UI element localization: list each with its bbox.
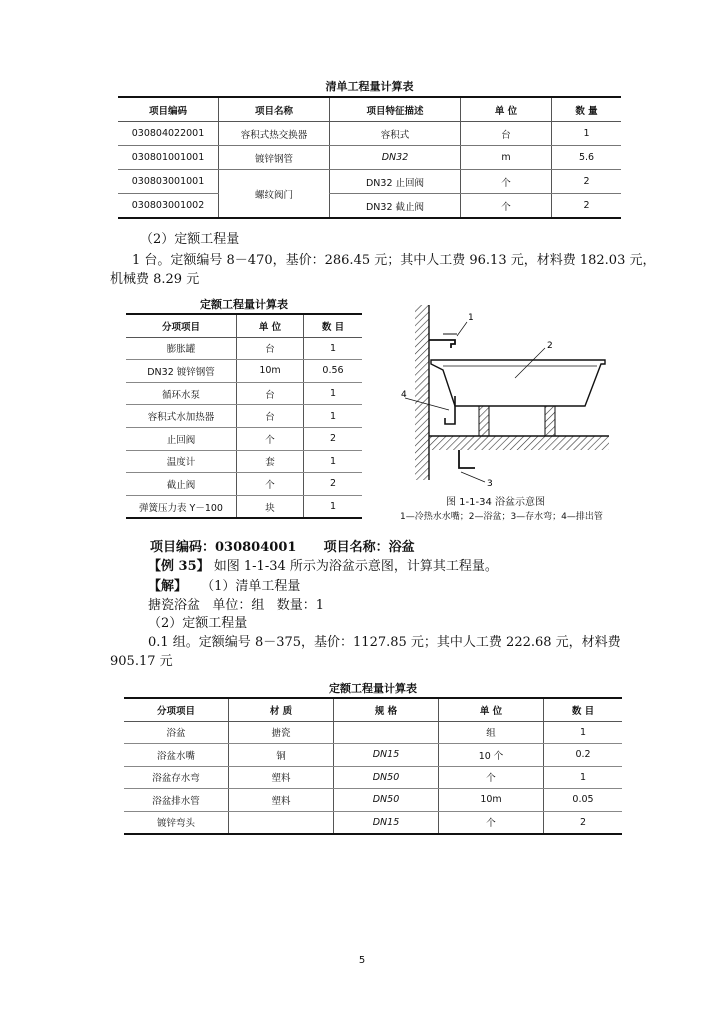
table-cell: DN32 镀锌钢管 [126,360,237,383]
table-cell: DN32 止回阀 [330,170,461,194]
table-cell: 截止阀 [126,473,237,496]
table1-header: 单 位 [461,97,552,122]
table1-header: 项目名称 [219,97,330,122]
bill-quantity-table [118,96,621,219]
table-cell: 2 [544,811,623,834]
table-cell: 1 [304,382,363,405]
table3-header: 材 质 [229,698,334,721]
table-cell: 组 [439,721,544,744]
example-label: 【例 35】 [148,559,210,574]
solution-text: （1）清单工程量 [201,579,301,594]
table-cell: 个 [439,811,544,834]
table-row [118,122,621,146]
table-row [124,789,622,812]
table-cell: 1 [544,721,623,744]
table-cell: m [461,146,552,170]
project-code-line: 项目编码：030804001 项目名称：浴盆 [150,540,415,555]
table-cell: DN50 [334,766,439,789]
table-row [124,744,622,767]
trap [459,450,475,468]
table3-header: 规 格 [334,698,439,721]
figure-label-4: 4 [401,390,407,400]
quota-heading: （2）定额工程量 [148,616,248,631]
table-cell: 套 [237,450,304,473]
figure-legend: 1—冷热水水嘴；2—浴盆；3—存水弯；4—排出管 [400,512,603,522]
table3-header: 单 位 [439,698,544,721]
table-cell: 030803001001 [118,170,219,194]
table-row [118,194,621,219]
table-cell: DN32 截止阀 [330,194,461,219]
support-right [545,406,555,436]
table-cell: 10 个 [439,744,544,767]
table-cell: 块 [237,495,304,518]
solution-label: 【解】 [148,579,188,594]
table1-header: 项目特征描述 [330,97,461,122]
section1-line1: 1 台。定额编号 8－470，基价：286.45 元；其中人工费 96.13 元，材料费 182.03 元， [132,253,656,268]
table2-header: 分项项目 [126,314,237,337]
table-cell: 塑料 [229,766,334,789]
table-cell: 个 [237,473,304,496]
bathtub-quota-table [124,697,622,835]
table2-title: 定额工程量计算表 [200,298,288,311]
table-row [118,170,621,194]
table-cell: 2 [304,473,363,496]
table-cell: 搪瓷 [229,721,334,744]
table-cell: DN50 [334,789,439,812]
example-text: 如图 1-1-34 所示为浴盆示意图，计算其工程量。 [213,559,498,574]
table-cell: 浴盆 [124,721,229,744]
table-cell: 弹簧压力表 Y－100 [126,495,237,518]
table-cell: 台 [237,337,304,360]
table3-header: 数 目 [544,698,623,721]
list-line: 搪瓷浴盆 单位：组 数量：1 [148,598,325,613]
table-cell: 镀锌钢管 [219,146,330,170]
section1-line2: 机械费 8.29 元 [110,272,200,287]
table-cell: 台 [461,122,552,146]
table-row [126,382,362,405]
table-cell [229,811,334,834]
table-cell: 030801001001 [118,146,219,170]
faucet [429,340,455,348]
table-cell: 2 [552,170,622,194]
table-cell: 台 [237,382,304,405]
table-cell: 个 [461,170,552,194]
bathtub-diagram [401,300,620,490]
table-row [124,811,622,834]
table-cell: 浴盆存水弯 [124,766,229,789]
table-row [126,405,362,428]
table-cell: 个 [461,194,552,219]
table-cell: 030803001002 [118,194,219,219]
table-cell: 030804022001 [118,122,219,146]
table2-header: 数 目 [304,314,363,337]
quota-line1: 0.1 组。定额编号 8－375，基价：1127.85 元；其中人工费 222.68 元，材料费 [148,635,621,650]
bathtub [431,360,605,406]
table3-header: 分项项目 [124,698,229,721]
table-cell: 浴盆水嘴 [124,744,229,767]
table-row [126,450,362,473]
example-line [148,557,498,576]
table-cell: 0.56 [304,360,363,383]
page-number: 5 [358,955,366,966]
table-cell: 1 [304,405,363,428]
table-cell: DN15 [334,811,439,834]
table-row [126,337,362,360]
table-row [126,495,362,518]
leader-3 [461,472,485,482]
table-cell: 温度计 [126,450,237,473]
table-row [126,360,362,383]
table-row [126,473,362,496]
table-cell: 塑料 [229,789,334,812]
table1-header: 项目编码 [118,97,219,122]
table-cell: DN32 [330,146,461,170]
support-left [479,406,489,436]
table-row [124,766,622,789]
table-cell: 10m [439,789,544,812]
table-cell: 止回阀 [126,427,237,450]
table-cell: 镀锌弯头 [124,811,229,834]
table-cell: 1 [304,450,363,473]
solution-line [148,577,300,596]
figure-label-1: 1 [468,313,474,323]
table-cell: 螺纹阀门 [219,170,330,219]
table-row [124,721,622,744]
table-cell: 容积式 [330,122,461,146]
table-cell: 10m [237,360,304,383]
table-row [126,427,362,450]
quota-line2: 905.17 元 [110,654,173,669]
table3-title: 定额工程量计算表 [329,682,417,695]
figure-caption: 图 1-1-34 浴盆示意图 [446,497,546,508]
figure-label-3: 3 [487,479,493,489]
wall-hatch [415,305,429,480]
table-cell: 容积式水加热器 [126,405,237,428]
table1-title: 清单工程量计算表 [325,80,414,93]
table-cell: 1 [544,766,623,789]
table-row [118,146,621,170]
table-cell: 0.05 [544,789,623,812]
leader-1 [457,322,467,336]
table-cell: 5.6 [552,146,622,170]
table-cell [334,721,439,744]
section1-heading: （2）定额工程量 [140,232,240,247]
table-cell: 浴盆排水管 [124,789,229,812]
table-cell: 1 [304,337,363,360]
table-cell: 2 [552,194,622,219]
table-cell: DN15 [334,744,439,767]
table-cell: 个 [237,427,304,450]
table-cell: 循环水泵 [126,382,237,405]
table-cell: 膨胀罐 [126,337,237,360]
table-cell: 台 [237,405,304,428]
table-cell: 2 [304,427,363,450]
quota-quantity-table [126,313,362,519]
table-cell: 铜 [229,744,334,767]
table-cell: 1 [304,495,363,518]
table1-header: 数 量 [552,97,622,122]
table2-header: 单 位 [237,314,304,337]
figure-label-2: 2 [547,341,553,351]
table-cell: 0.2 [544,744,623,767]
floor-hatch [429,436,609,450]
table-cell: 容积式热交换器 [219,122,330,146]
table-cell: 1 [552,122,622,146]
table-cell: 个 [439,766,544,789]
